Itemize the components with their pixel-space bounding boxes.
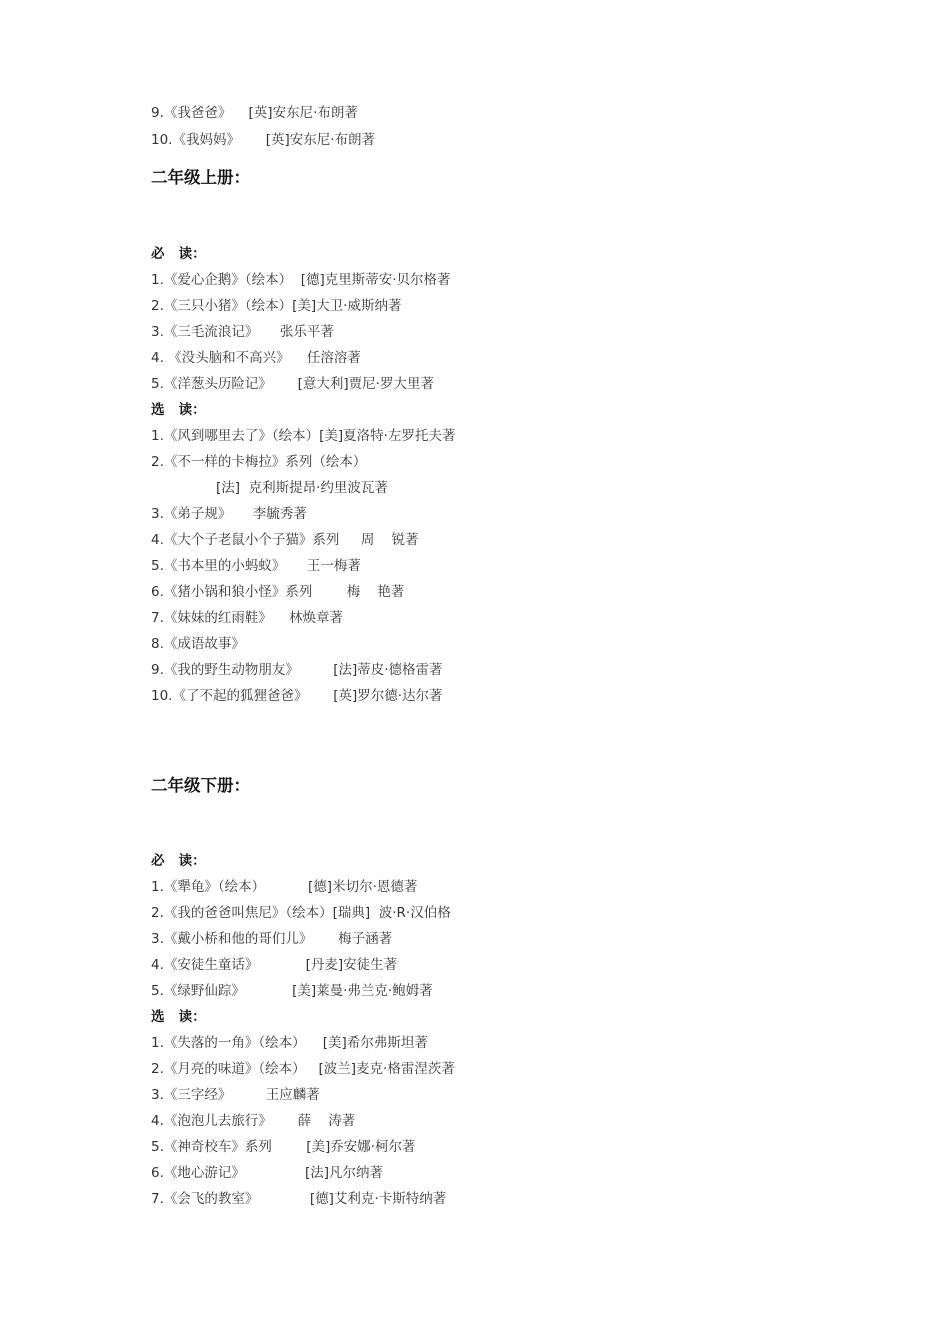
list-item: 4.《大个子老鼠小个子猫》系列 周 锐著	[151, 532, 419, 548]
list-item: 2.《我的爸爸叫焦尼》（绘本）[瑞典] 波·R·汉伯格	[151, 905, 451, 921]
list-item-continuation: [法] 克利斯提昂·约里波瓦著	[216, 480, 388, 496]
list-item: 8.《成语故事》	[151, 636, 245, 652]
list-item: 4. 《没头脑和不高兴》 任溶溶著	[151, 350, 361, 366]
optional-reading-label: 选 读：	[151, 402, 206, 418]
list-item: 3.《三毛流浪记》 张乐平著	[151, 324, 334, 340]
optional-reading-label: 选 读：	[151, 1009, 206, 1025]
list-item: 5.《洋葱头历险记》 [意大利]贾尼·罗大里著	[151, 376, 434, 392]
list-item: 3.《戴小桥和他的哥们儿》 梅子涵著	[151, 931, 393, 947]
list-item: 4.《泡泡儿去旅行》 薛 涛著	[151, 1113, 356, 1129]
list-item: 1.《犟龟》（绘本） [德]米切尔·恩德著	[151, 879, 418, 895]
list-item: 6.《地心游记》 [法]凡尔纳著	[151, 1165, 383, 1181]
list-item: 10.《了不起的狐狸爸爸》 [英]罗尔德·达尔著	[151, 688, 443, 704]
list-item: 3.《三字经》 王应麟著	[151, 1087, 320, 1103]
list-item: 5.《绿野仙踪》 [美]莱曼·弗兰克·鲍姆著	[151, 983, 433, 999]
list-item: 7.《妹妹的红雨鞋》 林焕章著	[151, 610, 344, 626]
list-item: 4.《安徒生童话》 [丹麦]安徒生著	[151, 957, 398, 973]
list-item: 5.《书本里的小蚂蚁》 王一梅著	[151, 558, 361, 574]
required-reading-label: 必 读：	[151, 853, 206, 869]
list-item: 6.《猪小锅和狼小怪》系列 梅 艳著	[151, 584, 405, 600]
list-item: 3.《弟子规》 李毓秀著	[151, 506, 307, 522]
section-title-grade2-lower: 二年级下册：	[151, 776, 250, 795]
list-item: 2.《不一样的卡梅拉》系列（绘本）	[151, 454, 367, 470]
required-reading-label: 必 读：	[151, 246, 206, 262]
list-item: 10.《我妈妈》 [英]安东尼·布朗著	[151, 132, 376, 148]
list-item: 2.《三只小猪》（绘本）[美]大卫·威斯纳著	[151, 298, 402, 314]
list-item: 9.《我爸爸》 [英]安东尼·布朗著	[151, 105, 358, 121]
list-item: 1.《风到哪里去了》（绘本）[美]夏洛特·左罗托夫著	[151, 428, 456, 444]
list-item: 2.《月亮的味道》（绘本） [波兰]麦克·格雷涅茨著	[151, 1061, 455, 1077]
section-title-grade2-upper: 二年级上册：	[151, 168, 250, 187]
list-item: 1.《爱心企鹅》（绘本） [德]克里斯蒂安·贝尔格著	[151, 272, 451, 288]
list-item: 9.《我的野生动物朋友》 [法]蒂皮·德格雷著	[151, 662, 443, 678]
list-item: 5.《神奇校车》系列 [美]乔安娜·柯尔著	[151, 1139, 416, 1155]
list-item: 1.《失落的一角》（绘本） [美]希尔弗斯坦著	[151, 1035, 428, 1051]
list-item: 7.《会飞的教室》 [德]艾利克·卡斯特纳著	[151, 1191, 447, 1207]
